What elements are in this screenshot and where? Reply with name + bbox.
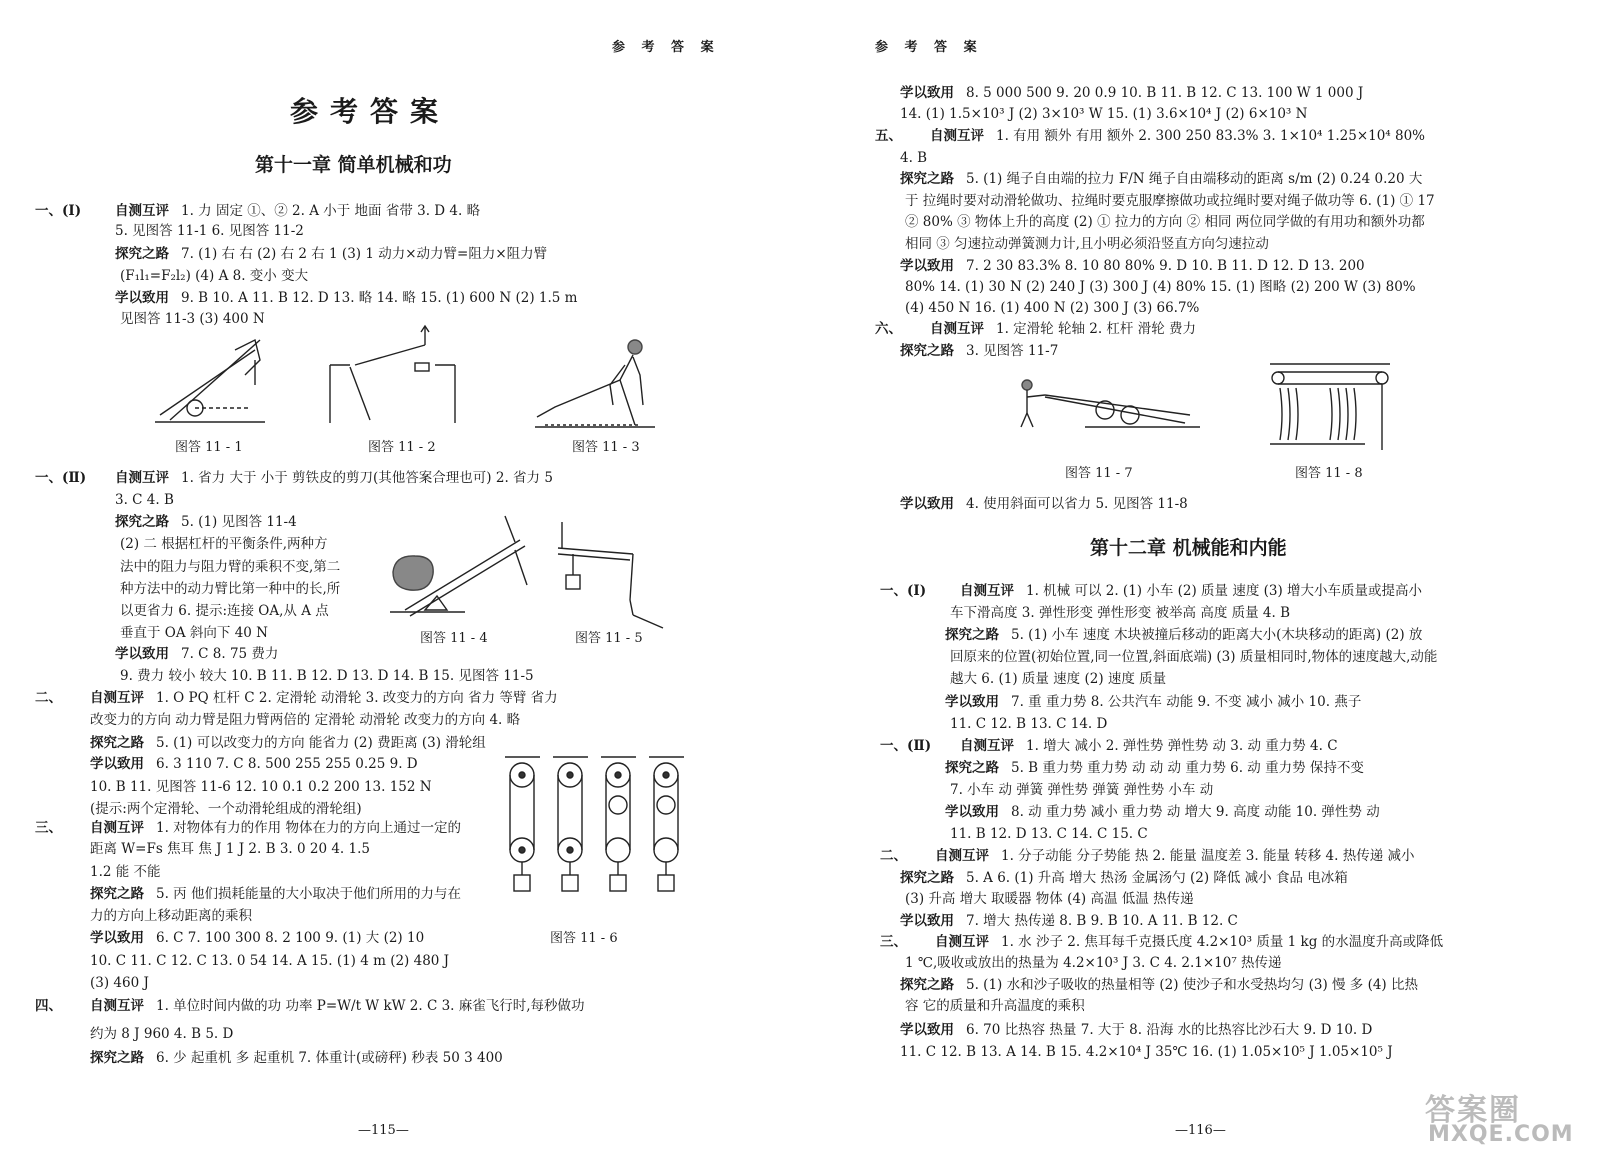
figure-11-7 — [1015, 375, 1205, 430]
answer-text: (F₁l₁=F₂l₂) (4) A 8. 变小 变大 — [120, 268, 309, 284]
answer-text: 1. 对物体有力的作用 物体在力的方向上通过一定的 — [156, 820, 461, 836]
section-number: 三、 — [880, 934, 907, 950]
section-label: 探究之路 — [945, 627, 999, 643]
answer-line — [35, 692, 558, 706]
answer-text: 80% 14. (1) 30 N (2) 240 J (3) 300 J (4) 80% 15. (1) 图略 (2) 200 W (3) 80% — [905, 279, 1416, 295]
figure-11-5 — [548, 520, 668, 630]
answer-text: 车下滑高度 3. 弹性形变 弹性形变 被举高 高度 质量 4. B — [950, 605, 1291, 621]
answer-text: (提示:两个定滑轮、一个动滑轮组成的滑轮组) — [90, 801, 362, 817]
answer-line — [90, 1052, 503, 1066]
answer-text: 1. 定滑轮 轮轴 2. 杠杆 滑轮 费力 — [996, 321, 1197, 337]
answer-line — [90, 977, 149, 991]
page-number: —115— — [358, 1123, 409, 1138]
chapter-title: 第十一章 简单机械和功 — [255, 154, 452, 176]
answer-text: 7. 重 重力势 8. 公共汽车 动能 9. 不变 减小 减小 10. 燕子 — [1011, 694, 1362, 710]
section-label: 探究之路 — [115, 246, 169, 262]
answer-line — [950, 784, 1213, 798]
section-label: 学以致用 — [115, 646, 169, 662]
answer-line — [905, 893, 1194, 907]
section-number: 四、 — [35, 998, 62, 1014]
answer-text: 回原来的位置(初始位置,同一位置,斜面底端) (3) 质量相同时,物体的速度越大,动能 — [950, 649, 1438, 665]
answer-text: 容 它的质量和升高温度的乘积 — [905, 998, 1085, 1014]
answer-line — [90, 910, 252, 924]
answer-text: 1. 力 固定 ①、② 2. A 小于 地面 省带 3. D 4. 略 — [181, 203, 481, 219]
answer-line — [900, 1046, 1393, 1060]
section-number: 六、 — [875, 321, 902, 337]
answer-text: 5. (1) 绳子自由端的拉力 F/N 绳子自由端移动的距离 s/m (2) 0.24 0.20 大 — [966, 171, 1423, 187]
section-label: 自测互评 — [90, 820, 144, 836]
answer-text: 7. (1) 右 右 (2) 右 2 右 1 (3) 1 动力×动力臂=阻力×阻力臂 — [181, 246, 548, 262]
answer-text: 10. B 11. 见图答 11-6 12. 10 0.1 0.2 200 13. 152 N — [90, 779, 432, 795]
answer-line — [90, 843, 370, 857]
answer-text: 1.2 能 不能 — [90, 864, 161, 880]
answer-text: 3. 见图答 11-7 — [966, 343, 1059, 359]
answer-line — [950, 673, 1166, 687]
answer-text: 14. (1) 1.5×10³ J (2) 3×10³ W 15. (1) 3.6×10⁴ J (2) 6×10³ N — [900, 106, 1308, 122]
answer-line — [35, 822, 461, 836]
section-label: 探究之路 — [945, 760, 999, 776]
answer-text: 5. A 6. (1) 升高 增大 热汤 金属汤勺 (2) 降低 减小 食品 电冰箱 — [966, 870, 1348, 886]
answer-text: 约为 8 J 960 4. B 5. D — [90, 1026, 234, 1042]
answer-text: 1. 水 沙子 2. 焦耳每千克摄氏度 4.2×10³ 质量 1 kg 的水温度升高或降低 — [1001, 934, 1444, 950]
answer-text: 1. 分子动能 分子势能 热 2. 能量 温度差 3. 能量 转移 4. 热传递 减小 — [1001, 848, 1415, 864]
answer-text: 垂直于 OA 斜向下 40 N — [120, 625, 268, 641]
answer-line — [120, 605, 329, 619]
section-label: 自测互评 — [930, 321, 984, 337]
page-number: —116— — [1175, 1123, 1226, 1138]
answer-line — [945, 696, 1361, 710]
answer-text: 8. 动 重力势 减小 重力势 动 增大 9. 高度 动能 10. 弹性势 动 — [1011, 804, 1380, 820]
answer-line — [120, 270, 308, 284]
answer-line — [90, 714, 520, 728]
answer-line — [905, 1000, 1085, 1014]
answer-line — [35, 205, 480, 219]
answer-text: 5. (1) 小车 速度 木块被撞后移动的距离大小(木块移动的距离) (2) 放 — [1011, 627, 1423, 643]
answer-text: 9. B 10. A 11. B 12. D 13. 略 14. 略 15. (1) 600 N (2) 1.5 m — [181, 290, 578, 306]
answer-line — [905, 216, 1425, 230]
section-label: 学以致用 — [945, 694, 999, 710]
section-label: 探究之路 — [115, 514, 169, 530]
watermark-url: MXQE.COM — [1428, 1122, 1574, 1147]
section-number: 一、(Ⅰ) — [35, 203, 82, 219]
answer-line — [90, 866, 161, 880]
answer-line — [120, 627, 268, 641]
section-label: 探究之路 — [900, 977, 954, 993]
answer-line — [945, 762, 1364, 776]
answer-text: 见图答 11-3 (3) 400 N — [120, 311, 265, 327]
section-label: 自测互评 — [90, 998, 144, 1014]
figure-11-1 — [150, 330, 270, 425]
answer-text: ② 80% ③ 物体上升的高度 (2) ① 拉力的方向 ② 相同 两位同学做的有用功和额外功都 — [905, 214, 1425, 230]
answer-text: 11. C 12. B 13. A 14. B 15. 4.2×10⁴ J 35℃ 16. (1) 1.05×10⁵ J 1.05×10⁵ J — [900, 1044, 1393, 1060]
figure-11-8 — [1270, 360, 1390, 455]
answer-text: 相同 ③ 匀速拉动弹簧测力计,且小明必须沿竖直方向匀速拉动 — [905, 236, 1269, 252]
answer-text: 改变力的方向 动力臂是阻力臂两倍的 定滑轮 动滑轮 改变力的方向 4. 略 — [90, 712, 521, 728]
figure-11-3 — [525, 335, 665, 430]
running-head: 参 考 答 案 — [875, 40, 983, 55]
answer-text: 7. C 8. 75 费力 — [181, 646, 279, 662]
answer-line — [115, 292, 577, 306]
answer-text: 距离 W=Fs 焦耳 焦 J 1 J 2. B 3. 0 20 4. 1.5 — [90, 841, 370, 857]
answer-line — [905, 302, 1199, 316]
caption-11-3: 图答 11 - 3 — [572, 440, 640, 455]
caption-11-8: 图答 11 - 8 — [1295, 466, 1363, 481]
section-label: 自测互评 — [930, 128, 984, 144]
answer-text: 5. (1) 见图答 11-4 — [181, 514, 297, 530]
answer-text: 1. 机械 可以 2. (1) 小车 (2) 质量 速度 (3) 增大小车质量或提高小 — [1026, 583, 1423, 599]
caption-11-6: 图答 11 - 6 — [550, 931, 618, 946]
section-label: 自测互评 — [960, 583, 1014, 599]
answer-text: 1. O PQ 杠杆 C 2. 定滑轮 动滑轮 3. 改变力的方向 省力 等臂 省力 — [156, 690, 558, 706]
answer-line — [90, 758, 418, 772]
section-label: 学以致用 — [115, 290, 169, 306]
section-label: 自测互评 — [115, 470, 169, 486]
right-page — [800, 0, 1600, 1160]
answer-text: 1 ℃,吸收或放出的热量为 4.2×10³ J 3. C 4. 2.1×10⁷ 热传递 — [905, 955, 1282, 971]
section-number: 一、(Ⅱ) — [35, 470, 87, 486]
answer-text: 6. 70 比热容 热量 7. 大于 8. 沿海 水的比热容比沙石大 9. D 10. D — [966, 1022, 1373, 1038]
caption-11-4: 图答 11 - 4 — [420, 631, 488, 646]
caption-11-1: 图答 11 - 1 — [175, 440, 243, 455]
answer-text: 10. C 11. C 12. C 13. 0 54 14. A 15. (1) 4 m (2) 480 J — [90, 953, 450, 969]
answer-line — [120, 670, 534, 684]
section-label: 探究之路 — [900, 171, 954, 187]
section-label: 学以致用 — [900, 913, 954, 929]
answer-line — [880, 585, 1422, 599]
answer-line — [905, 238, 1269, 252]
answer-line — [90, 888, 461, 902]
answer-line — [115, 648, 278, 662]
answer-line — [35, 1000, 585, 1014]
answer-line — [950, 607, 1290, 621]
answer-line — [905, 195, 1435, 209]
answer-text: 7. 小车 动 弹簧 弹性势 弹簧 弹性势 小车 动 — [950, 782, 1214, 798]
figure-11-4 — [385, 510, 535, 625]
answer-text: 5. 丙 他们损耗能量的大小取决于他们所用的力与在 — [156, 886, 461, 902]
answer-line — [950, 651, 1437, 665]
answer-line — [90, 781, 432, 795]
figure-11-2 — [320, 325, 470, 425]
section-label: 自测互评 — [960, 738, 1014, 754]
section-label: 探究之路 — [900, 870, 954, 886]
answer-line — [905, 957, 1282, 971]
answer-line — [900, 872, 1348, 886]
answer-line — [90, 803, 362, 817]
answer-text: 5. (1) 可以改变力的方向 能省力 (2) 费距离 (3) 滑轮组 — [156, 735, 486, 751]
answer-line — [900, 915, 1238, 929]
answer-text: (3) 升高 增大 取暖器 物体 (4) 高温 低温 热传递 — [905, 891, 1194, 907]
section-number: 二、 — [35, 690, 62, 706]
answer-line — [115, 494, 174, 508]
answer-line — [900, 87, 1363, 101]
answer-line — [875, 130, 1425, 144]
section-number: 五、 — [875, 128, 902, 144]
answer-line — [900, 345, 1058, 359]
section-label: 学以致用 — [900, 496, 954, 512]
section-label: 探究之路 — [90, 735, 144, 751]
answer-text: 1. 增大 减小 2. 弹性势 弹性势 动 3. 动 重力势 4. C — [1026, 738, 1338, 754]
running-head: 参 考 答 案 — [612, 40, 720, 55]
answer-line — [950, 828, 1148, 842]
answer-line — [90, 1028, 233, 1042]
answer-text: 力的方向上移动距离的乘积 — [90, 908, 252, 924]
answer-line — [900, 1024, 1372, 1038]
answer-line — [35, 472, 553, 486]
section-label: 学以致用 — [900, 258, 954, 274]
answer-text: 7. 2 30 83.3% 8. 10 80 80% 9. D 10. B 11. D 12. D 13. 200 — [966, 258, 1365, 274]
answer-text: 11. C 12. B 13. C 14. D — [950, 716, 1108, 732]
caption-11-7: 图答 11 - 7 — [1065, 466, 1133, 481]
answer-text: 种方法中的动力臂比第一种中的长,所 — [120, 581, 341, 597]
section-label: 自测互评 — [90, 690, 144, 706]
figure-11-6 — [500, 755, 690, 915]
section-label: 自测互评 — [935, 848, 989, 864]
answer-line — [115, 516, 297, 530]
answer-text: 5. B 重力势 重力势 动 动 动 重力势 6. 动 重力势 保持不变 — [1011, 760, 1364, 776]
answer-text: 1. 省力 大于 小于 剪铁皮的剪刀(其他答案合理也可) 2. 省力 5 — [181, 470, 553, 486]
answer-text: 1. 有用 额外 有用 额外 2. 300 250 83.3% 3. 1×10⁴ 1.25×10⁴ 80% — [996, 128, 1426, 144]
answer-text: 以更省力 6. 提示:连接 OA,从 A 点 — [120, 603, 329, 619]
section-label: 学以致用 — [90, 756, 144, 772]
answer-line — [900, 173, 1422, 187]
answer-line — [945, 629, 1422, 643]
answer-text: 4. B — [900, 150, 928, 166]
answer-text: 于 拉绳时要对动滑轮做功、拉绳时要克服摩擦做功或拉绳时要对绳子做功等 6. (1) ① 17 — [905, 193, 1435, 209]
section-label: 学以致用 — [90, 930, 144, 946]
answer-text: (2) 二 根据杠杆的平衡条件,两种方 — [120, 536, 328, 552]
answer-line — [880, 740, 1338, 754]
caption-11-5: 图答 11 - 5 — [575, 631, 643, 646]
section-label: 探究之路 — [90, 886, 144, 902]
answer-line — [90, 737, 486, 751]
answer-line — [945, 806, 1380, 820]
answer-text: 5. (1) 水和沙子吸收的热量相等 (2) 使沙子和水受热均匀 (3) 慢 多 (4) 比热 — [966, 977, 1418, 993]
answer-text: 6. 少 起重机 多 起重机 7. 体重计(或磅秤) 秒表 50 3 400 — [156, 1050, 503, 1066]
answer-text: 7. 增大 热传递 8. B 9. B 10. A 11. B 12. C — [966, 913, 1238, 929]
section-label: 学以致用 — [900, 85, 954, 101]
section-label: 学以致用 — [945, 804, 999, 820]
answer-text: 法中的阻力与阻力臂的乘积不变,第二 — [120, 559, 341, 575]
section-label: 探究之路 — [90, 1050, 144, 1066]
section-label: 学以致用 — [900, 1022, 954, 1038]
section-label: 自测互评 — [935, 934, 989, 950]
answer-line — [120, 538, 328, 552]
answer-line — [900, 152, 927, 166]
answer-line — [120, 583, 340, 597]
answer-line — [880, 850, 1415, 864]
answer-line — [120, 313, 265, 327]
answer-text: 11. B 12. D 13. C 14. C 15. C — [950, 826, 1148, 842]
answer-text: 1. 单位时间内做的功 功率 P=W/t W kW 2. C 3. 麻雀飞行时,每秒做功 — [156, 998, 585, 1014]
caption-11-2: 图答 11 - 2 — [368, 440, 436, 455]
answer-line — [880, 936, 1443, 950]
answer-text: 9. 费力 较小 较大 10. B 11. B 12. D 13. D 14. B 15. 见图答 11-5 — [120, 668, 534, 684]
answer-line — [115, 225, 304, 239]
answer-text: 4. 使用斜面可以省力 5. 见图答 11-8 — [966, 496, 1188, 512]
answer-line — [90, 932, 424, 946]
answer-text: 3. C 4. B — [115, 492, 174, 508]
section-number: 一、(Ⅱ) — [880, 738, 932, 754]
answer-line — [950, 718, 1107, 732]
answer-text: 越大 6. (1) 质量 速度 (2) 速度 质量 — [950, 671, 1167, 687]
answer-text: (4) 450 N 16. (1) 400 N (2) 300 J (3) 66.7% — [905, 300, 1200, 316]
answer-line — [900, 498, 1188, 512]
answer-text: 8. 5 000 500 9. 20 0.9 10. B 11. B 12. C 13. 100 W 1 000 J — [966, 85, 1364, 101]
answer-line — [115, 248, 547, 262]
section-label: 自测互评 — [115, 203, 169, 219]
watermark-logo: 答案圈 — [1425, 1093, 1521, 1128]
section-number: 三、 — [35, 820, 62, 836]
answer-text: (3) 460 J — [90, 975, 149, 991]
answer-line — [90, 955, 449, 969]
answer-text: 5. 见图答 11-1 6. 见图答 11-2 — [115, 223, 304, 239]
answer-line — [900, 979, 1418, 993]
answer-line — [900, 108, 1307, 122]
section-number: 二、 — [880, 848, 907, 864]
answer-line — [875, 323, 1196, 337]
chapter-title: 第十二章 机械能和内能 — [1090, 537, 1287, 559]
answer-line — [120, 561, 340, 575]
answer-text: 6. 3 110 7. C 8. 500 255 255 0.25 9. D — [156, 756, 418, 772]
answer-line — [905, 281, 1416, 295]
answer-line — [900, 260, 1365, 274]
section-label: 探究之路 — [900, 343, 954, 359]
section-number: 一、(Ⅰ) — [880, 583, 927, 599]
answer-text: 6. C 7. 100 300 8. 2 100 9. (1) 大 (2) 10 — [156, 930, 425, 946]
page-title: 参考答案 — [290, 95, 451, 128]
